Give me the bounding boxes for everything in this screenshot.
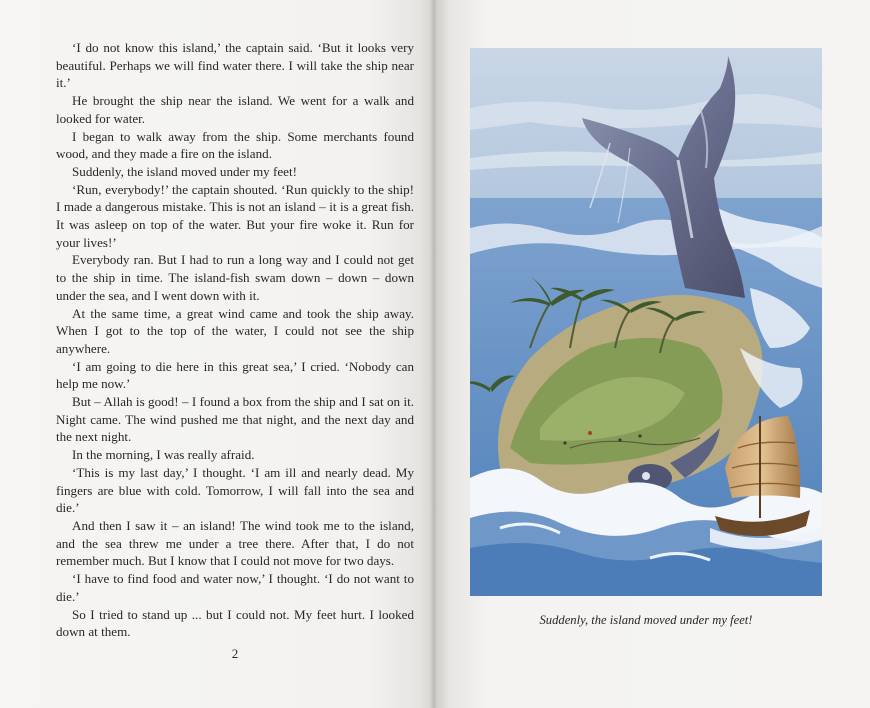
paragraph: So I tried to stand up ... but I could not. My feet hurt. I looked down at them. xyxy=(56,606,414,640)
paragraph: At the same time, a great wind came and took the ship away. When I got to the top of the water, I could not see the ship anywhere. xyxy=(56,305,414,356)
left-page xyxy=(0,0,432,708)
paragraph: Suddenly, the island moved under my feet! xyxy=(72,163,297,179)
paragraph: Everybody ran. But I had to run a long way and I could not get to the ship in time. The island-fish swam down – down – down under the sea, and I went down with it. xyxy=(56,252,414,303)
paragraph: ‘I have to find food and water now,’ I thought. ‘I do not want to die.’ xyxy=(56,571,414,604)
paragraph: He brought the ship near the island. We went for a walk and looked for water. xyxy=(56,93,414,126)
page-number: 2 xyxy=(231,646,239,661)
paragraph: I began to walk away from the ship. Some merchants found wood, and they made a fire on the island. xyxy=(56,128,414,162)
paragraph: ‘I do not know this island,’ the captain said. ‘But it looks very beautiful. Perhaps we will find water there. I will take the ship near it.’ xyxy=(56,40,414,91)
paragraph: But – Allah is good! – I found a box from the ship and I sat on it. Night came. The wind pushed me that night, and the next day and the next night. xyxy=(56,394,414,445)
paragraph: In the morning, I was really afraid. xyxy=(72,447,255,463)
paragraph: ‘I am going to die here in this great sea,’ I cried. ‘Nobody can help me now.’ xyxy=(56,358,414,392)
whale-island-illustration xyxy=(470,48,822,596)
illustration-caption: Suddenly, the island moved under my feet! xyxy=(539,613,753,627)
paragraph: ‘Run, everybody!’ the captain shouted. ‘Run quickly to the ship! I made a dangerous mistake. This is not an island – it is a great fish. It was asleep on top of the water. But your fire woke it. Run for your lives!’ xyxy=(56,181,414,250)
paragraph: And then I saw it – an island! The wind took me to the island, and the sea threw me under a tree there. After that, I do not remember much. But I know that I could not move for two days. xyxy=(56,517,414,569)
paragraph: ‘This is my last day,’ I thought. ‘I am ill and nearly dead. My fingers are blue with cold. Tomorrow, I will fall into the sea and die.’ xyxy=(56,464,414,516)
story-text xyxy=(56,39,414,641)
